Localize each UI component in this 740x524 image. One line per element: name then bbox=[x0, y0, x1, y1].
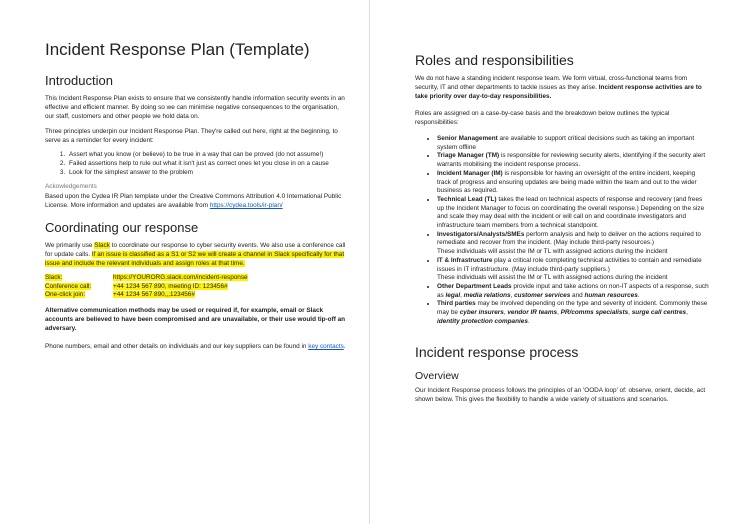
acknowledgements-paragraph bbox=[45, 192, 349, 210]
contact-row bbox=[45, 291, 248, 299]
dept-term: legal bbox=[445, 291, 461, 299]
role-item: • Third parties may be involved depending on the type and severity of incident. Commonly these may be cyber insurers, vendor IR teams, PR/comms specialists, surge call centres, identity protection companies. bbox=[437, 300, 710, 326]
principles-list bbox=[45, 151, 349, 177]
intro-paragraph-1: This Incident Response Plan exists to ensure that we consistently handle information security events in an effective and efficient manner. By doing so we can minimise negative consequences to the organisation, our staff, customers and other people we hold data on. bbox=[45, 95, 345, 120]
ir-plan-link[interactable]: https://cydea.tools/ir-plan/ bbox=[209, 202, 283, 210]
contact-label: Slack: bbox=[45, 274, 63, 282]
dept-term: human resources bbox=[584, 291, 638, 299]
contacts-table bbox=[45, 274, 248, 299]
role-text: provide input and take actions on non-IT aspects of a response, such as bbox=[437, 282, 709, 299]
role-item bbox=[437, 231, 710, 257]
third-party-term: PR/comms specialists bbox=[560, 309, 629, 317]
role-item bbox=[437, 135, 710, 152]
role-text: perform analysis and help to deliver on the actions required to remediate and recover from the incident. (May include third-party resources.) bbox=[437, 230, 701, 247]
roles-bold-text: Incident response activities are to take priority over day-to-day responsibilities. bbox=[415, 84, 702, 100]
separator: and bbox=[570, 291, 585, 299]
role-text: are available to support critical decisions such as taking an important system offline bbox=[437, 135, 695, 151]
contact-value: https://YOURORG.slack.com/incident-response bbox=[113, 274, 248, 282]
contact-row bbox=[45, 283, 248, 291]
role-extra: These individuals will assist the IM or TL with assigned actions during the incident bbox=[437, 248, 668, 256]
contact-label: Conference call: bbox=[45, 282, 92, 290]
roles-list bbox=[415, 135, 710, 326]
principle-item: 2. Failed assertions help to rule out what it isn't just as correct ones let you close in on a cause bbox=[67, 160, 349, 169]
key-contacts-paragraph bbox=[45, 342, 349, 351]
intro-paragraph-2: Three principles underpin our Incident Response Plan. They're called out here, right at the beginning, to serve as a reminder for every incident: bbox=[45, 128, 338, 144]
acknowledgements-heading: Ackowledgements bbox=[45, 183, 97, 191]
roles-heading: Roles and responsibilities bbox=[415, 52, 574, 68]
process-heading: Incident response process bbox=[415, 344, 579, 361]
role-extra: These individuals will assist the IM or TL with assigned actions during the incident bbox=[437, 274, 668, 282]
role-text: is responsible for reviewing security alerts, identifying if the security alert warrants mobilising the incident response process. bbox=[437, 152, 706, 169]
third-party-term: surge call centres bbox=[631, 309, 687, 317]
third-party-term: identity protection companies bbox=[437, 317, 528, 325]
principle-item: 1. Assert what you know (or believe) to be true in a way that can be proved (do not assume!) bbox=[67, 151, 349, 160]
role-name: Investigators/Analysts/SMEs bbox=[437, 230, 525, 238]
role-item bbox=[437, 152, 710, 169]
document-title: Incident Response Plan (Template) bbox=[45, 40, 310, 59]
third-party-term: cyber insurers bbox=[459, 309, 504, 317]
third-party-term: vendor IR teams bbox=[507, 309, 558, 317]
principle-item: 3. Look for the simplest answer to the problem bbox=[67, 169, 349, 178]
period: . bbox=[637, 291, 640, 299]
role-item bbox=[437, 283, 710, 300]
separator: , bbox=[510, 291, 515, 299]
role-text: play a critical role completing technical activities to contain and remediate issues in IT infrastructure. (May include third-party suppliers.) bbox=[437, 256, 702, 273]
dept-term: customer services bbox=[514, 291, 571, 299]
coord-highlight: If an issue is classified as a S1 or S2 we will create a channel in Slack specifically for that issue and include the relevant individuals and assign roles at that time. bbox=[45, 251, 345, 268]
role-item bbox=[437, 196, 710, 231]
right-page bbox=[370, 0, 740, 524]
coordinating-heading: Coordinating our response bbox=[45, 220, 199, 236]
role-name: Senior Management bbox=[437, 135, 498, 142]
role-name: Technical Lead (TL) bbox=[437, 195, 497, 203]
separator: , bbox=[460, 291, 464, 299]
role-name: Third parties bbox=[437, 300, 476, 308]
coord-text-a: We primarily use bbox=[45, 242, 93, 250]
period: . bbox=[343, 343, 346, 350]
slack-highlight: Slack bbox=[94, 242, 110, 250]
key-contacts-link[interactable]: key contacts bbox=[308, 343, 344, 350]
role-name: Triage Manager (TM) bbox=[437, 152, 500, 160]
overview-paragraph: Our Incident Response process follows the principles of an 'OODA loop' of: observe, orient, decide, act shown below. This gives the flexibility to handle a wide variety of situations and scenarios. bbox=[415, 387, 706, 404]
contact-label: One-click join: bbox=[45, 290, 86, 298]
role-text: may be involved depending on the type and severity of incident. Commonly these may be bbox=[437, 300, 708, 317]
roles-paragraph-1 bbox=[415, 74, 710, 101]
roles-paragraph-2: Roles are assigned on a case-by-case basis and the breakdown below outlines the typical responsibilities: bbox=[415, 110, 670, 126]
alternative-comms-text: Alternative communication methods may be used or required if, for example, email or Slack accounts are believed to have been compromised and are unavailable, or their use would tip-off an adversary. bbox=[45, 307, 346, 332]
coord-text-b: to coordinate our response to cyber security events. We also use a conference call for update calls. bbox=[45, 242, 346, 259]
contact-value: +44 1234 567 890, meeting ID: 123456# bbox=[113, 282, 228, 290]
contact-row bbox=[45, 274, 248, 282]
role-item bbox=[437, 257, 710, 283]
alternative-comms-paragraph bbox=[45, 306, 349, 333]
acknowledgements-text: Based upon the Cydea IR Plan template under the Creative Commons Attribution 4.0 International Public License. More information and updates are available from bbox=[45, 193, 342, 210]
role-text: takes the lead on technical aspects of response and recovery (and frees up the Incident Manager to focus on coordinating the overall response.) Depending on the size and scale they may deal with the incident or will call on and coordinate investigators and infrastructure team members from a technical standpoint. bbox=[437, 195, 705, 230]
roles-text: We do not have a standing incident response team. We form virtual, cross-functional teams from security, IT and other departments to tackle issues as they arise. bbox=[415, 75, 688, 91]
dept-term: media relations bbox=[463, 291, 511, 299]
role-text: is responsible for having an oversight of the entire incident, keeping track of progress and ensuring updates are being made within the team and out to the wider business as required. bbox=[437, 169, 697, 195]
role-name: Other Department Leads bbox=[437, 282, 512, 290]
introduction-heading: Introduction bbox=[45, 73, 113, 88]
contact-value: +44 1234 567 890,,,123456# bbox=[113, 290, 195, 298]
role-name: IT & Infrastructure bbox=[437, 256, 493, 264]
coordinating-paragraph bbox=[45, 241, 349, 268]
period: . bbox=[527, 317, 530, 325]
overview-heading: Overview bbox=[415, 370, 459, 383]
role-item bbox=[437, 170, 710, 196]
key-contacts-text: Phone numbers, email and other details on individuals and our key suppliers can be found in bbox=[45, 343, 307, 350]
role-name: Incident Manager (IM) bbox=[437, 169, 503, 177]
